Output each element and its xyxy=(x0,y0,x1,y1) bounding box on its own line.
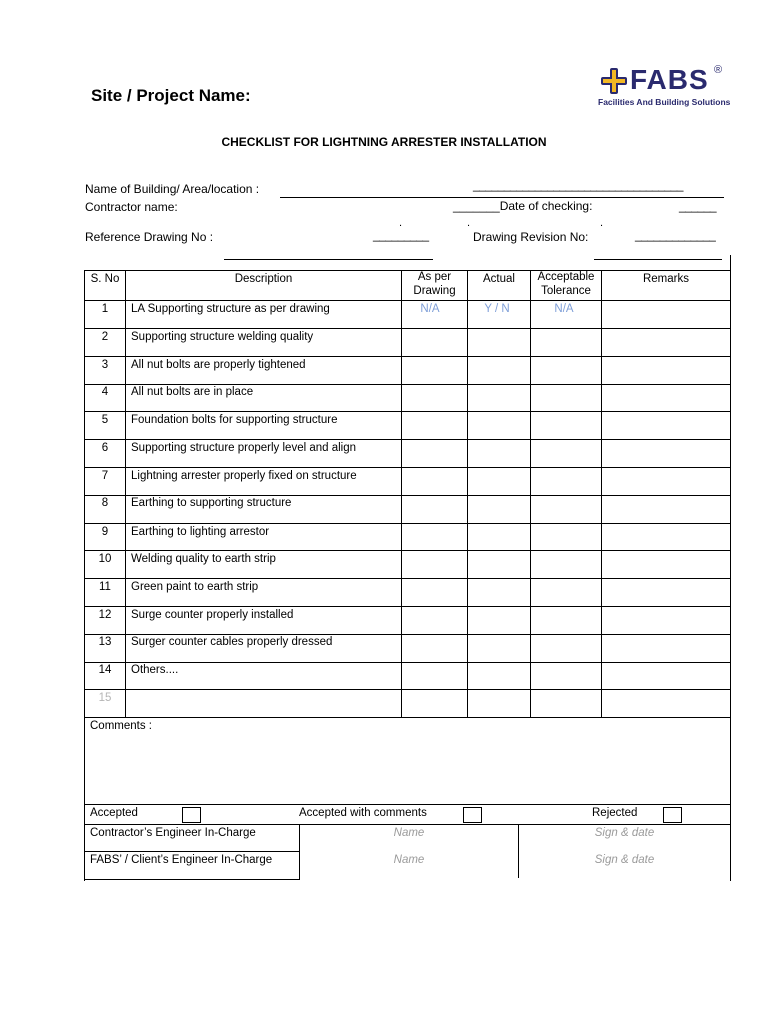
comments-label: Comments : xyxy=(90,720,152,732)
document-title: CHECKLIST FOR LIGHTNING ARRESTER INSTALLATION xyxy=(221,135,547,149)
row-line xyxy=(84,328,731,329)
drawing-revision-label: Drawing Revision No: xyxy=(473,230,589,244)
revision-underline xyxy=(594,259,722,260)
comments-area[interactable] xyxy=(86,736,729,802)
site-project-name-label: Site / Project Name: xyxy=(91,86,251,105)
row-description: Welding quality to earth strip xyxy=(131,553,276,565)
fabs-cross-icon xyxy=(600,67,628,95)
acceptance-bottom-line xyxy=(84,824,731,825)
row-number: 12 xyxy=(98,609,112,621)
row-number: 2 xyxy=(101,331,109,343)
row-number: 5 xyxy=(101,414,109,426)
col-divider-desc xyxy=(401,270,402,718)
row-line xyxy=(84,300,731,301)
row-line xyxy=(84,606,731,607)
row-description: LA Supporting structure as per drawing xyxy=(131,303,330,315)
tolerance-hint[interactable]: N/A xyxy=(554,303,574,315)
building-name-blank: __________________________________ xyxy=(473,178,683,192)
building-name-label: Name of Building/ Area/location : xyxy=(85,182,260,196)
drawing-revision-field[interactable]: _____________ xyxy=(635,228,716,242)
row-number: 13 xyxy=(98,636,112,648)
date-of-checking-field[interactable]: ______ xyxy=(679,199,717,213)
row-line xyxy=(84,411,731,412)
contractor-sign-field[interactable]: Sign & date xyxy=(594,827,655,839)
row-description: Earthing to lighting arrestor xyxy=(131,526,270,538)
client-sign-field[interactable]: Sign & date xyxy=(594,854,655,866)
contractor-name-field[interactable]: Name xyxy=(393,827,425,839)
row-number: 11 xyxy=(99,581,111,593)
dot-mark-2: . xyxy=(467,217,471,229)
reference-drawing-label: Reference Drawing No : xyxy=(85,230,214,244)
dot-mark-1: . xyxy=(399,217,403,229)
accepted-checkbox[interactable] xyxy=(182,807,201,823)
row-description: Surge counter properly installed xyxy=(131,609,294,621)
row-line xyxy=(84,578,731,579)
col-divider-sno xyxy=(125,270,126,718)
row-number: 4 xyxy=(101,386,109,398)
row-description: Surger counter cables properly dressed xyxy=(131,636,333,648)
row-description: Lightning arrester properly fixed on structure xyxy=(131,470,357,482)
fabs-logo xyxy=(598,64,738,110)
accepted-with-comments-checkbox[interactable] xyxy=(463,807,482,823)
actual-hint[interactable]: Y / N xyxy=(484,303,510,315)
row-line xyxy=(84,689,731,690)
client-engineer-label: FABS’ / Client’s Engineer In-Charge xyxy=(90,854,273,866)
row-description: Foundation bolts for supporting structure xyxy=(131,414,338,426)
row-description: Supporting structure properly level and align xyxy=(131,442,357,454)
header-tolerance-line2: Tolerance xyxy=(541,285,591,297)
col-divider-actual xyxy=(530,270,531,718)
row-description: Green paint to earth strip xyxy=(131,581,259,593)
header-actual: Actual xyxy=(483,273,515,285)
header-as-per-line2: Drawing xyxy=(413,285,456,297)
header-remarks: Remarks xyxy=(642,273,689,285)
header-as-per-line1: As per xyxy=(417,271,452,283)
logo-word: FABS xyxy=(630,64,709,95)
row-line xyxy=(84,439,731,440)
as-per-drawing-hint[interactable]: N/A xyxy=(420,303,440,315)
row-number: 7 xyxy=(101,470,109,482)
row-number: 14 xyxy=(98,664,112,676)
sign-mid-line xyxy=(84,851,300,852)
row-number: 8 xyxy=(101,497,109,509)
accepted-label: Accepted xyxy=(90,807,138,819)
header-description: Description xyxy=(234,273,293,285)
reference-underline xyxy=(224,259,433,260)
building-name-field[interactable] xyxy=(280,197,724,198)
row-description: Supporting structure welding quality xyxy=(131,331,314,343)
table-border-right xyxy=(730,255,731,881)
contractor-engineer-label: Contractor’s Engineer In-Charge xyxy=(90,827,256,839)
row-line xyxy=(84,495,731,496)
row-line xyxy=(84,634,731,635)
row-line xyxy=(84,717,731,718)
contractor-name-label: Contractor name: xyxy=(85,200,178,214)
header-tolerance-line1: Acceptable xyxy=(537,271,595,283)
row-description: Earthing to supporting structure xyxy=(131,497,292,509)
row-line xyxy=(84,662,731,663)
rejected-label: Rejected xyxy=(592,807,638,819)
row-line xyxy=(84,550,731,551)
row-number: 3 xyxy=(101,359,109,371)
accepted-with-comments-label: Accepted with comments xyxy=(299,807,427,819)
row-line xyxy=(84,356,731,357)
row-description: Others.... xyxy=(131,664,179,676)
row-line xyxy=(84,467,731,468)
reference-drawing-field[interactable]: _________ xyxy=(373,228,429,242)
col-divider-tolerance xyxy=(601,270,602,718)
registered-mark: ® xyxy=(714,64,723,76)
row-line xyxy=(84,523,731,524)
row-number: 9 xyxy=(101,526,109,538)
row-number: 15 xyxy=(98,692,112,704)
client-name-field[interactable]: Name xyxy=(393,854,425,866)
rejected-checkbox[interactable] xyxy=(663,807,682,823)
header-sno: S. No xyxy=(90,273,120,285)
row-line xyxy=(84,384,731,385)
date-of-checking-label: _______Date of checking: xyxy=(453,199,593,213)
col-divider-asper xyxy=(467,270,468,718)
dot-mark-3: . xyxy=(600,217,604,229)
row-number: 6 xyxy=(101,442,109,454)
comments-bottom-line xyxy=(84,804,731,805)
row-number: 10 xyxy=(98,553,112,565)
logo-tagline: Facilities And Building Solutions xyxy=(598,97,731,107)
row-description: All nut bolts are in place xyxy=(131,386,254,398)
sign-bottom-line xyxy=(84,879,300,880)
row-description: All nut bolts are properly tightened xyxy=(131,359,306,371)
row-number: 1 xyxy=(101,303,109,315)
